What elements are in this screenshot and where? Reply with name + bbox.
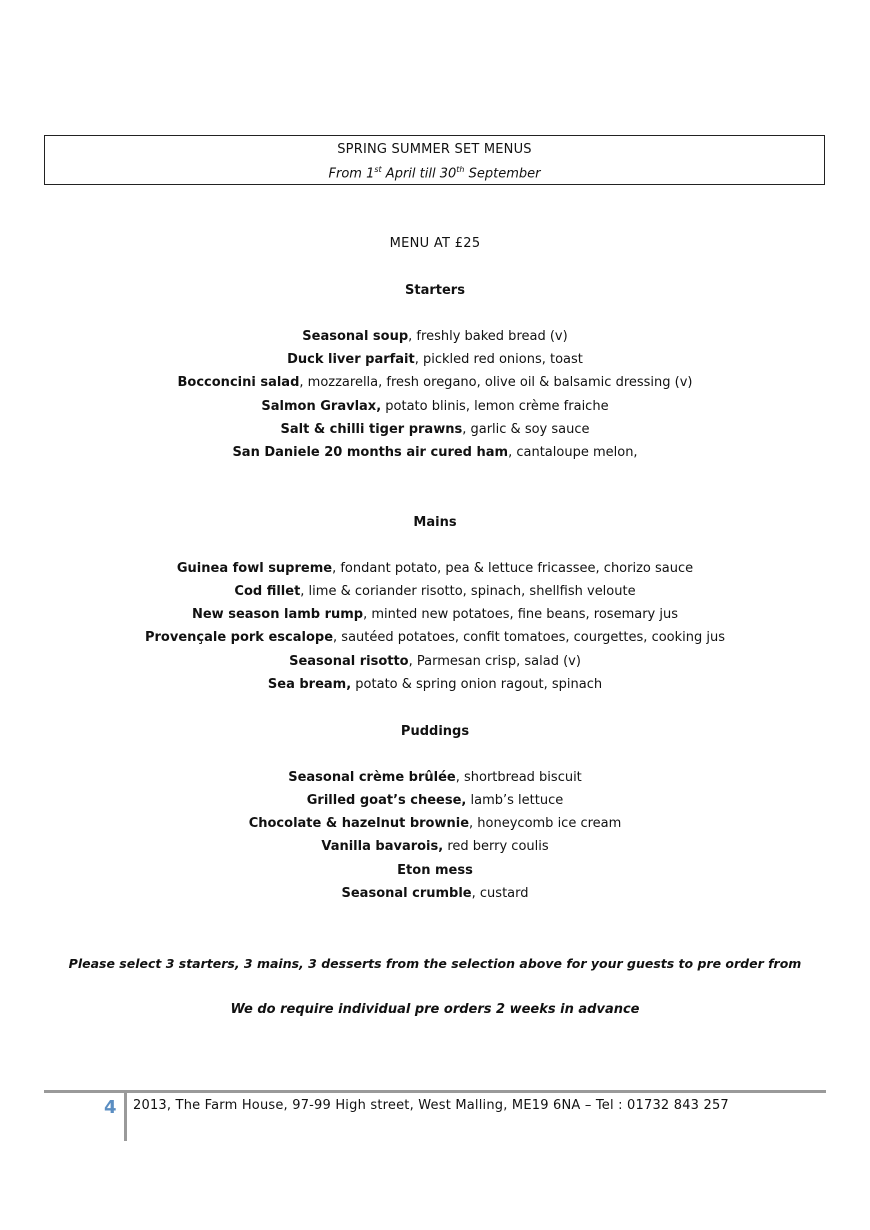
- puddings-heading: Puddings: [400, 724, 470, 739]
- starter-item: Bocconcini salad, mozzarella, fresh oregano, olive oil & balsamic dressing (v): [177, 375, 693, 390]
- main-item: Sea bream, potato & spring onion ragout, spinach: [267, 677, 603, 692]
- starter-item: Duck liver parfait, pickled red onions, toast: [287, 352, 583, 367]
- starters-heading: Starters: [405, 283, 465, 298]
- pudding-item: Seasonal crumble, custard: [341, 886, 529, 901]
- menu-title: SPRING SUMMER SET MENUS: [337, 142, 532, 157]
- main-item: Provençale pork escalope, sautéed potatoes, confit tomatoes, courgettes, cooking jus: [144, 630, 726, 645]
- selection-note: Please select 3 starters, 3 mains, 3 desserts from the selection above for your guests to pre order from: [68, 956, 802, 971]
- pudding-item: Seasonal crème brûlée, shortbread biscuit: [288, 770, 582, 785]
- menu-dates: From 1st April till 30th September: [328, 165, 541, 182]
- pudding-item: Grilled goat’s cheese, lamb’s lettuce: [306, 793, 564, 808]
- mains-heading: Mains: [413, 515, 457, 530]
- footer-divider: [124, 1090, 127, 1141]
- menu-price-heading: MENU AT £25: [389, 236, 481, 251]
- main-item: New season lamb rump, minted new potatoes, fine beans, rosemary jus: [191, 607, 679, 622]
- main-item: Guinea fowl supreme, fondant potato, pea & lettuce fricassee, chorizo sauce: [176, 561, 694, 576]
- page-number: 4: [104, 1097, 117, 1118]
- pudding-item: Chocolate & hazelnut brownie, honeycomb ice cream: [248, 816, 622, 831]
- starter-item: Salt & chilli tiger prawns, garlic & soy sauce: [280, 422, 590, 437]
- footer-rule: [44, 1090, 826, 1093]
- main-item: Cod fillet, lime & coriander risotto, spinach, shellfish veloute: [234, 584, 636, 599]
- menu-header-box: [44, 135, 825, 185]
- pudding-item: Vanilla bavarois, red berry coulis: [321, 839, 549, 854]
- footer-address: 2013, The Farm House, 97-99 High street, West Malling, ME19 6NA – Tel : 01732 843 257: [133, 1098, 729, 1113]
- starter-item: Salmon Gravlax, potato blinis, lemon crème fraiche: [261, 399, 609, 414]
- starter-item: San Daniele 20 months air cured ham, cantaloupe melon,: [232, 445, 638, 460]
- main-item: Seasonal risotto, Parmesan crisp, salad (v): [289, 654, 581, 669]
- advance-note: We do require individual pre orders 2 weeks in advance: [230, 1002, 640, 1017]
- pudding-item: Eton mess: [397, 863, 473, 878]
- starter-item: Seasonal soup, freshly baked bread (v): [302, 329, 568, 344]
